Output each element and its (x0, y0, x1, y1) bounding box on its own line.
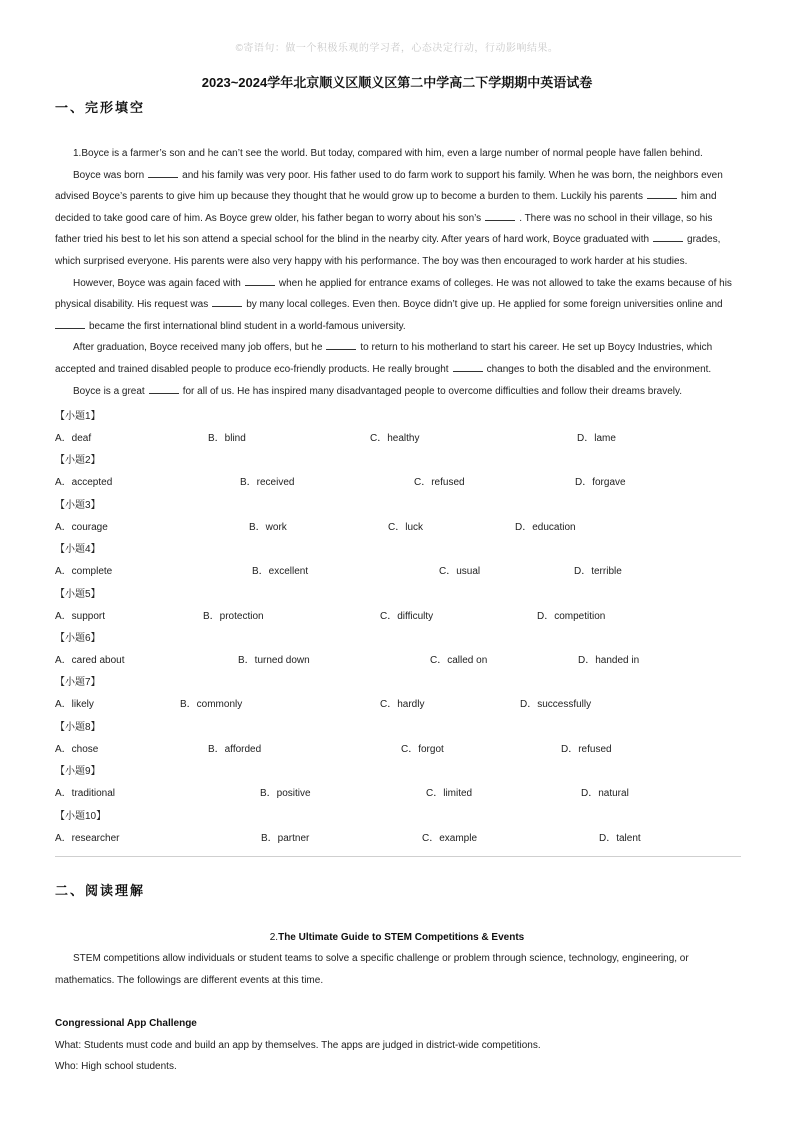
answer-option[interactable]: A．support (55, 610, 106, 622)
question-label: 【小题2】 (55, 455, 101, 467)
answer-blank[interactable] (453, 362, 483, 372)
answer-option[interactable]: D．talent (599, 832, 641, 844)
passage-text: became the first international blind student in a world-famous university. (89, 320, 406, 332)
answer-blank[interactable] (653, 232, 683, 242)
answer-option[interactable]: A．complete (55, 566, 113, 578)
answer-option[interactable]: C．luck (388, 521, 424, 533)
passage2-title (0, 932, 794, 943)
passage-text: and his family was very poor. His father used to do farm work to support his family. When he was born, the neighbors even (182, 169, 723, 181)
passage-text: 1.Boyce is a farmer’s son and he can’t see the world. But today, compared with him, even a large number of normal people have fallen behind. (73, 148, 703, 159)
answer-option[interactable]: A．chose (55, 743, 99, 755)
answer-option[interactable]: A．researcher (55, 832, 120, 844)
section2-heading: 二、阅读理解 (55, 883, 146, 898)
answer-option[interactable]: B．protection (203, 610, 264, 622)
answer-option[interactable]: C．called on (430, 655, 488, 666)
answer-option[interactable]: D．handed in (578, 655, 640, 666)
answer-option[interactable]: D．terrible (574, 566, 622, 578)
passage-line (55, 359, 741, 381)
event-title: Congressional App Challenge (55, 1018, 197, 1029)
answer-option[interactable]: A．likely (55, 699, 94, 711)
passage-text: by many local colleges. Even then. Boyce didn’t give up. He applied for some foreign universities online and (246, 299, 723, 311)
question-label: 【小题1】 (55, 411, 101, 422)
passage2-number: 2. (269, 932, 279, 943)
event-who: Who: High school students. (55, 1061, 177, 1072)
question-label: 【小题7】 (55, 677, 101, 689)
answer-option[interactable]: A．courage (55, 521, 108, 533)
passage-line (55, 186, 741, 208)
passage-text: changes to both the disabled and the environment. (486, 363, 712, 375)
passage-line (55, 381, 741, 403)
answer-option[interactable]: C．refused (414, 477, 465, 489)
answer-option[interactable]: D．competition (537, 610, 606, 622)
passage-text: accepted and trained disabled people to produce eco-friendly products. He really brought (55, 363, 449, 375)
answer-option[interactable]: D．forgave (575, 477, 626, 489)
passage-line (55, 208, 741, 230)
cloze-passage (55, 143, 741, 402)
answer-option[interactable]: C．healthy (370, 433, 420, 444)
passage-text: However, Boyce was again faced with (73, 277, 241, 289)
answer-option[interactable]: C．difficulty (380, 610, 434, 622)
answer-option[interactable]: B．partner (261, 832, 310, 844)
answer-blank[interactable] (148, 168, 178, 178)
answer-option[interactable]: A．accepted (55, 477, 113, 489)
question-label: 【小题5】 (55, 588, 101, 600)
answer-option[interactable]: A．traditional (55, 788, 116, 800)
passage-text: which surprised everyone. His parents were also very happy with his performance. The boy was then encouraged to work harder at his studies. (55, 255, 688, 267)
passage-text: father tried his best to let his son attend a special school for the blind in the nearby city. After years of hard work, Boyce graduated with (55, 234, 650, 246)
passage-text: Boyce is a great (73, 385, 145, 397)
passage2-title-text: The Ultimate Guide to STEM Competitions & Events (278, 932, 525, 943)
passage-text: . There was no school in their village, so his (519, 212, 713, 224)
passage-line (55, 251, 741, 273)
event-what: What: Students must code and build an app by themselves. The apps are judged in district-wide competitions. (55, 1040, 541, 1051)
section1-heading: 一、完形填空 (55, 100, 146, 115)
passage-text: him and (680, 191, 717, 203)
answer-blank[interactable] (326, 340, 356, 350)
exam-title: 2023~2024学年北京顺义区顺义区第二中学高二下学期期中英语试卷 (201, 75, 593, 90)
answer-option[interactable]: B．blind (208, 433, 246, 444)
answer-option[interactable]: C．usual (439, 566, 481, 578)
question-label: 【小题4】 (55, 544, 101, 556)
passage-text: physical disability. His request was (55, 299, 209, 311)
header-motto: ©寄语句：做一个积极乐观的学习者，心态决定行动，行动影响结果。 (235, 43, 559, 54)
answer-option[interactable]: D．education (515, 521, 576, 533)
answer-option[interactable]: C．forgot (401, 743, 444, 755)
answer-option[interactable]: C．example (422, 832, 478, 844)
answer-option[interactable]: D．lame (577, 433, 616, 444)
passage-line (55, 143, 741, 165)
passage-line (55, 165, 741, 187)
answer-option[interactable]: B．afforded (208, 743, 262, 755)
answer-blank[interactable] (647, 189, 677, 199)
passage-line (55, 294, 741, 316)
answer-option[interactable]: B．commonly (180, 699, 243, 711)
question-label: 【小题9】 (55, 766, 101, 778)
section-divider (55, 856, 741, 857)
passage-text: After graduation, Boyce received many job offers, but he (73, 342, 323, 354)
question-label: 【小题3】 (55, 499, 101, 511)
answer-blank[interactable] (149, 384, 179, 394)
passage-line (55, 229, 741, 251)
answer-option[interactable]: B．turned down (238, 655, 310, 666)
passage-text: grades, (687, 234, 721, 246)
answer-blank[interactable] (212, 297, 242, 307)
answer-blank[interactable] (55, 319, 85, 329)
passage-text: Boyce was born (73, 169, 145, 181)
passage-text: decided to take good care of him. As Boyce grew older, his father began to worry about his son’s (55, 212, 482, 224)
answer-blank[interactable] (485, 211, 515, 221)
answer-option[interactable]: C．hardly (380, 699, 425, 711)
question-label: 【小题8】 (55, 721, 101, 733)
answer-blank[interactable] (245, 276, 275, 286)
passage-line (55, 273, 741, 295)
passage-line (55, 337, 741, 359)
answer-option[interactable]: A．cared about (55, 655, 125, 666)
intro-line-1: STEM competitions allow individuals or student teams to solve a specific challenge or problem through science, technology, engineering, or (73, 953, 689, 964)
question-label: 【小题10】 (55, 810, 107, 822)
answer-option[interactable]: C．limited (426, 788, 473, 800)
answer-option[interactable]: B．excellent (252, 566, 309, 578)
passage-text: for all of us. He has inspired many disadvantaged people to overcome difficulties and follow their dreams bravely. (182, 385, 683, 397)
answer-option[interactable]: B．work (249, 521, 287, 533)
answer-option[interactable]: D．refused (561, 743, 612, 755)
answer-option[interactable]: B．received (240, 477, 295, 489)
passage-text: when he applied for entrance exams of colleges. He was not allowed to take the exams because of his (278, 277, 732, 289)
passage-text: advised Boyce’s parents to give him up because they thought that he would grow up to become a burden to them. Luckily his parents (55, 191, 643, 203)
answer-option[interactable]: D．successfully (520, 699, 592, 711)
intro-line-2: mathematics. The followings are different events at this time. (55, 975, 324, 986)
answer-option[interactable]: A．deaf (55, 433, 92, 444)
passage-line (55, 316, 741, 338)
answer-option[interactable]: B．positive (260, 788, 311, 800)
answer-option[interactable]: D．natural (581, 788, 629, 800)
passage-text: to return to his motherland to start his career. He set up Boycy Industries, which (360, 342, 713, 354)
question-label: 【小题6】 (55, 633, 101, 644)
